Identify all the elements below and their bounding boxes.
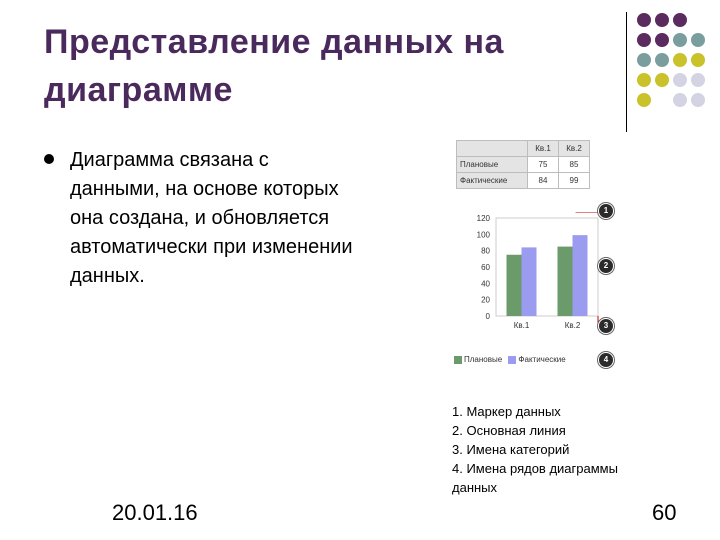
decor-dot [691, 33, 705, 47]
note-item: 2. Основная линия [452, 423, 566, 438]
legend-label-planned: Плановые [464, 355, 503, 364]
y-tick-label: 0 [485, 312, 490, 321]
legend-label-actual: Фактические [518, 355, 566, 364]
callout-marker-3: 3 [598, 318, 614, 334]
y-tick-label: 60 [481, 263, 490, 272]
note-item: 4. Имена рядов диаграммы данных [452, 461, 618, 495]
chart-legend [454, 355, 566, 364]
table-row-label: Плановые [457, 157, 528, 173]
decor-dot [637, 73, 651, 87]
y-tick-label: 80 [481, 246, 490, 256]
bar [522, 247, 537, 316]
callout-marker-2: 2 [598, 258, 614, 274]
decor-divider-line [626, 12, 627, 132]
callout-marker-4: 4 [598, 352, 614, 368]
x-tick-label: Кв.2 [564, 321, 581, 330]
chart-figure [452, 140, 620, 370]
footer-date: 20.01.16 [112, 500, 198, 525]
slide-title: Представление данных на диаграмме [44, 23, 504, 109]
table-row-label: Фактические [457, 173, 528, 189]
decor-dot [673, 13, 687, 27]
decorative-dot-grid [636, 12, 720, 122]
table-cell: 85 [559, 157, 590, 173]
note-item: 3. Имена категорий [452, 442, 570, 457]
table-row [457, 173, 590, 189]
decor-dot [637, 13, 651, 27]
decor-dot [691, 93, 705, 107]
decor-dot [691, 73, 705, 87]
bullet-text: Диаграмма связана с данными, на основе которых она создана, и обновляется автоматически при изменении данных. [70, 149, 353, 287]
y-tick-label: 40 [481, 279, 490, 289]
callout-notes [452, 402, 622, 497]
decor-dot [655, 33, 669, 47]
bullet-icon [44, 154, 54, 164]
table-cell: 84 [528, 173, 559, 189]
table-row [457, 157, 590, 173]
y-tick-label: 120 [476, 214, 490, 223]
legend-swatch-actual [508, 356, 516, 364]
page-number: 60 [652, 500, 677, 525]
callout-marker-1: 1 [598, 203, 614, 219]
x-tick-label: Кв.1 [513, 321, 530, 330]
data-table [456, 140, 590, 189]
bar-chart [452, 212, 620, 372]
table-header-cell [457, 141, 528, 157]
decor-dot [655, 73, 669, 87]
note-item: 1. Маркер данных [452, 404, 561, 419]
decor-dot [673, 53, 687, 67]
decor-dot [655, 53, 669, 67]
table-header-cell: Кв.2 [559, 141, 590, 157]
decor-dot [637, 33, 651, 47]
decor-dot [637, 53, 651, 67]
table-header-row [457, 141, 590, 157]
legend-swatch-planned [454, 356, 462, 364]
decor-dot [655, 13, 669, 27]
bar [573, 235, 588, 316]
bar [507, 255, 522, 316]
table-cell: 75 [528, 157, 559, 173]
decor-dot [673, 33, 687, 47]
bar [558, 247, 573, 316]
decor-dot [673, 73, 687, 87]
table-cell: 99 [559, 173, 590, 189]
y-tick-label: 100 [476, 230, 490, 240]
decor-dot [691, 53, 705, 67]
decor-dot [673, 93, 687, 107]
y-tick-label: 20 [481, 295, 490, 305]
table-header-cell: Кв.1 [528, 141, 559, 157]
decor-dot [637, 93, 651, 107]
